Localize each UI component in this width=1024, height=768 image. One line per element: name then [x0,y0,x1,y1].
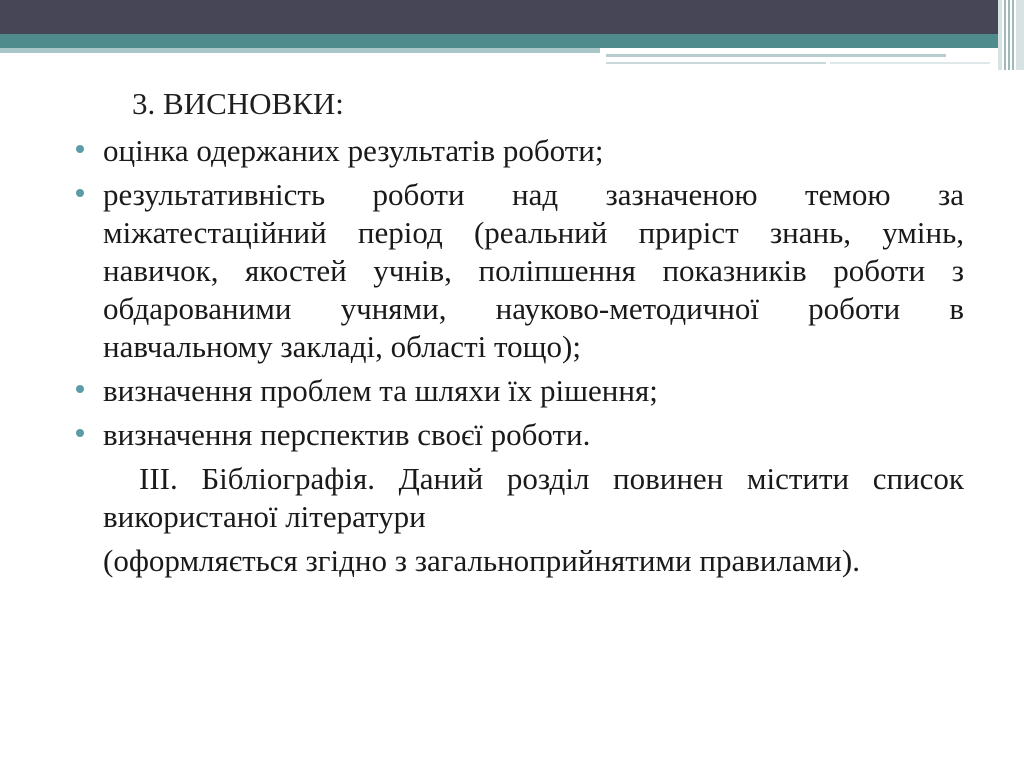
header-corner-stripes [1002,0,1016,70]
header-accent-line [830,62,990,64]
list-item [70,176,964,366]
list-item-text: оцінка одержаних результатів роботи; [103,133,604,168]
list-item-text: визначення проблем та шляхи їх рішення; [103,373,658,408]
list-item-text: визначення перспектив своєї роботи. [103,417,591,452]
header-band-teal [0,34,1024,48]
bullet-icon [76,429,84,437]
list-item [70,132,964,170]
bullet-icon [76,385,84,393]
slide-content [70,84,964,586]
list-item [70,416,964,454]
header-band-teal-light [0,48,600,53]
bullet-list [70,132,964,454]
header-accent-line [606,54,946,57]
bullet-icon [76,189,84,197]
header-band-dark [0,0,1024,34]
list-item [70,372,964,410]
bibliography-paragraph: ІІІ. Бібліографія. Даний розділ повинен містити список використаної літератури [103,461,964,534]
formatting-note-paragraph: (оформляється згідно з загальноприйнятими правилами). [103,543,860,578]
header-accent-line [606,62,826,64]
slide-heading: 3. ВИСНОВКИ: [132,86,344,121]
bullet-icon [76,145,84,153]
list-item-text: результативність роботи над зазначеною темою за міжатестаційний період (реальний приріст знань, умінь, навичок, якостей учнів, поліпшення показників роботи з обдарованими учнями, науково-методичної роботи в навчальному закладі, області тощо); [103,177,964,364]
